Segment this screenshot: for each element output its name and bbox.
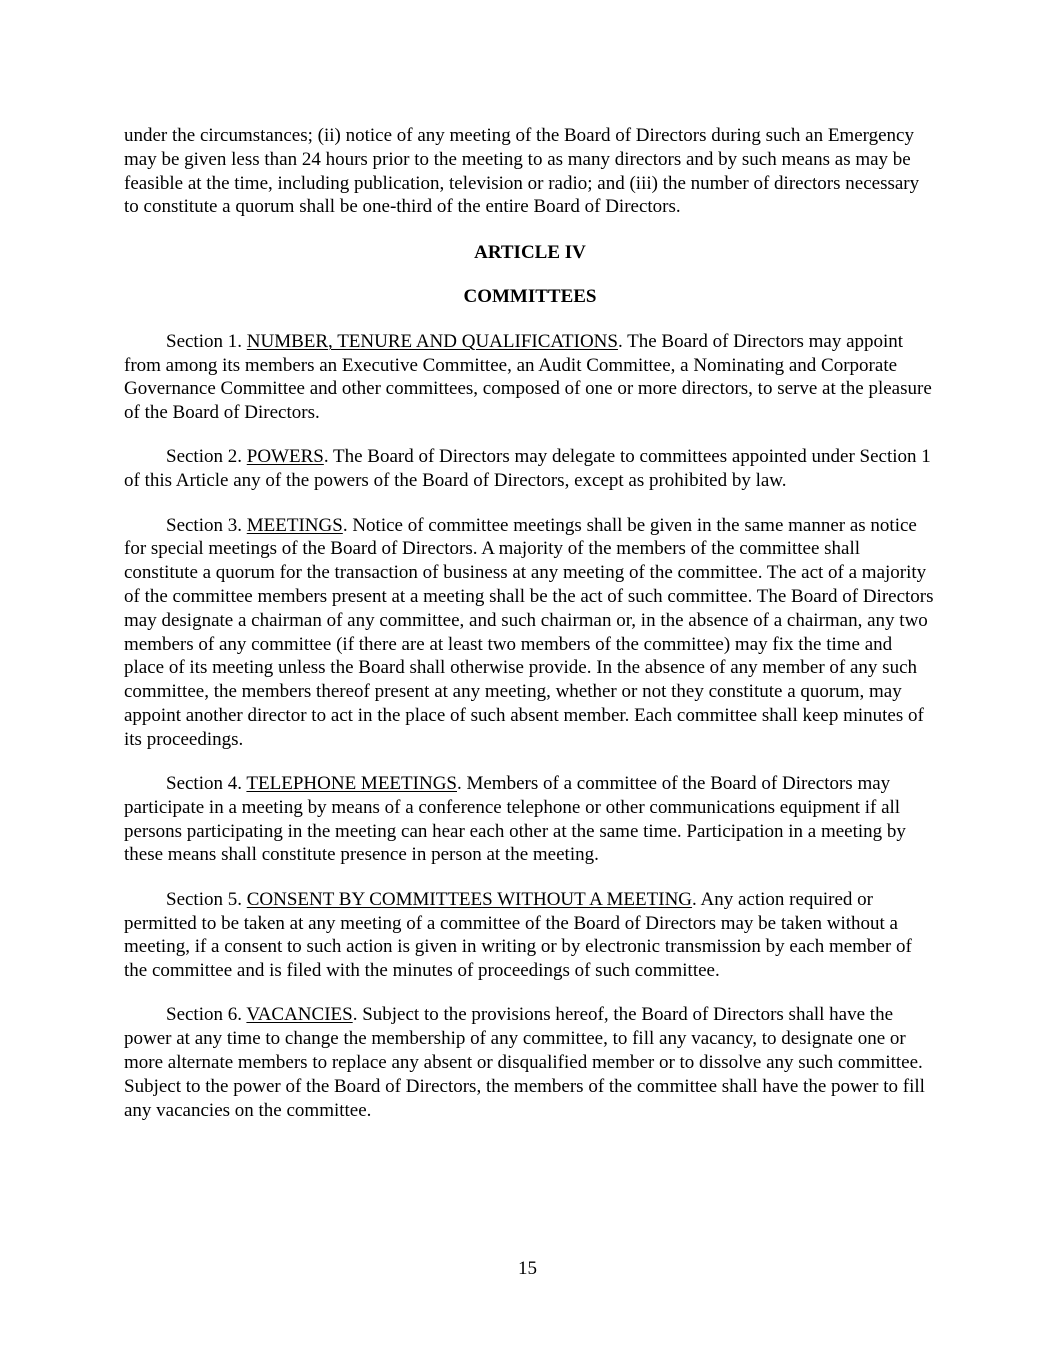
section-title: VACANCIES (246, 1004, 353, 1026)
section-title: TELEPHONE MEETINGS (246, 773, 457, 795)
section-title: POWERS (246, 446, 324, 468)
section-title: CONSENT BY COMMITTEES WITHOUT A MEETING (246, 888, 693, 910)
section-label: Section 3. (166, 514, 242, 536)
article-title: COMMITTEES (463, 286, 597, 308)
document-page (124, 124, 936, 1143)
page-number: 15 (518, 1258, 537, 1279)
section-body: . The Board of Directors may delegate to committees appointed under Section 1 of this Article any of the powers of the Board of Directors, except as prohibited by law. (124, 446, 931, 492)
section-1 (124, 330, 936, 425)
section-label: Section 5. (166, 888, 242, 910)
section-2 (124, 445, 936, 493)
section-body: . Subject to the provisions hereof, the Board of Directors shall have the power at any time to change the membership of any committee, to fill any vacancy, to designate one or more alternate members to replace any absent or disqualified member or to dissolve any such committee. Subject to the power of the Board of Directors, the members of the committee shall have the power to fill any vacancies on the committee. (124, 1004, 925, 1121)
section-label: Section 1. (166, 330, 242, 352)
section-body: . The Board of Directors may appoint from among its members an Executive Committee, an Audit Committee, a Nominating and Corporate Governance Committee and other committees, composed of one or more directors, to serve at the pleasure of the Board of Directors. (124, 330, 932, 424)
section-label: Section 4. (166, 773, 242, 795)
section-4 (124, 772, 936, 867)
section-label: Section 6. (166, 1004, 242, 1026)
section-label: Section 2. (166, 446, 242, 468)
section-5 (124, 888, 936, 983)
article-number: ARTICLE IV (474, 242, 586, 264)
opening-paragraph: under the circumstances; (ii) notice of any meeting of the Board of Directors during such an Emergency may be given less than 24 hours prior to the meeting to as many directors and by such means as may be feasible at the time, including publication, television or radio; and (iii) the number of directors necessary to constitute a quorum shall be one-third of the entire Board of Directors. (124, 125, 920, 218)
section-6 (124, 1003, 936, 1122)
section-title: NUMBER, TENURE AND QUALIFICATIONS (246, 330, 618, 352)
section-body: . Members of a committee of the Board of Directors may participate in a meeting by means of a conference telephone or other communications equipment if all persons participating in the meeting can hear each other at the same time. Participation in a meeting by these means shall constitute presence in person at the meeting. (124, 773, 906, 866)
section-body: . Any action required or permitted to be taken at any meeting of a committee of the Board of Directors may be taken without a meeting, if a consent to such action is given in writing or by electronic transmission by each member of the committee and is filed with the minutes of proceedings of such committee. (124, 888, 912, 982)
section-body: . Notice of committee meetings shall be given in the same manner as notice for special meetings of the Board of Directors. A majority of the members of the committee shall constitute a quorum for the transaction of business at any meeting of the committee. The act of a majority of the committee members present at a meeting shall be the act of such committee. The Board of Directors may designate a chairman of any committee, and such chairman or, in the absence of a chairman, any two members of any committee (if there are at least two members of the committee) may fix the time and place of its meeting unless the Board shall otherwise provide. In the absence of any member of any such committee, the members thereof present at any meeting, whether or not they constitute a quorum, may appoint another director to act in the place of such absent member. Each committee shall keep minutes of its proceedings. (124, 514, 934, 750)
section-title: MEETINGS (246, 514, 343, 536)
section-3 (124, 514, 936, 752)
